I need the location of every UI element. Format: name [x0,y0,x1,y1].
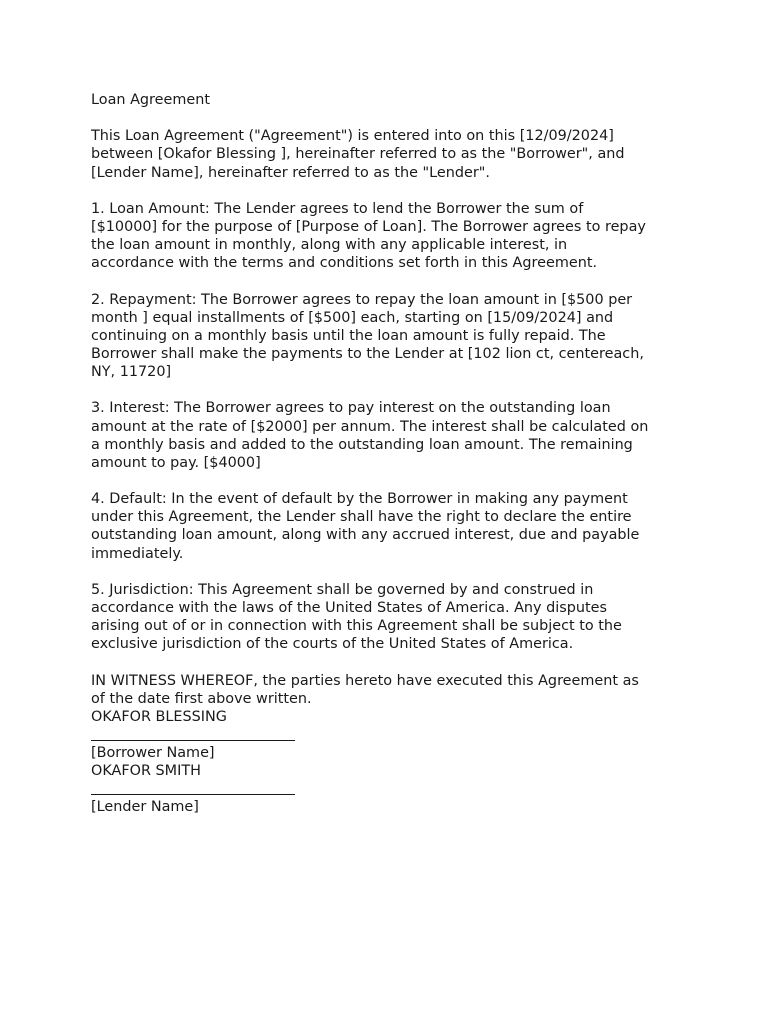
section-jurisdiction [91,581,691,654]
paragraph-gap [91,563,691,581]
paragraph-line: 1. Loan Amount: The Lender agrees to lend the Borrower the sum of [91,200,584,217]
borrower-name-caption: [Borrower Name] [91,745,215,762]
paragraph-line: [Lender Name], hereinafter referred to as the "Lender". [91,164,490,181]
borrower-signature-block [91,708,691,762]
borrower-signature-line [91,726,295,744]
paragraph-line: continuing on a monthly basis until the loan amount is fully repaid. The [91,327,606,344]
paragraph-line: amount to pay. [$4000] [91,454,261,471]
section-repayment [91,291,691,382]
paragraph-line: [$10000] for the purpose of [Purpose of Loan]. The Borrower agrees to repay [91,218,646,235]
lender-name-caption: [Lender Name] [91,799,199,816]
paragraph-line: accordance with the terms and conditions set forth in this Agreement. [91,255,598,272]
lender-signature-line [91,780,295,798]
section-interest [91,399,691,472]
loan-agreement-document [91,91,691,817]
paragraph-line: outstanding loan amount, along with any accrued interest, due and payable [91,527,640,544]
paragraph-gap [91,381,691,399]
paragraph-line: accordance with the laws of the United States of America. Any disputes [91,599,608,616]
paragraph-line: month ] equal installments of [$500] each, starting on [15/09/2024] and [91,309,614,326]
paragraph-line: between [Okafor Blessing ], hereinafter referred to as the "Borrower", and [91,146,625,163]
paragraph-line: exclusive jurisdiction of the courts of the United States of America. [91,636,574,653]
paragraph-line: immediately. [91,545,184,562]
paragraph-line: arising out of or in connection with this Agreement shall be subject to the [91,618,622,635]
paragraph-line: Borrower shall make the payments to the Lender at [102 lion ct, centereach, [91,345,644,362]
paragraph-line: 2. Repayment: The Borrower agrees to repay the loan amount in [$500 per [91,291,633,308]
document-title: Loan Agreement [91,92,211,108]
intro-paragraph [91,127,691,181]
section-loan-amount [91,200,691,273]
paragraph-gap [91,272,691,290]
paragraph-gap [91,182,691,200]
paragraph-line: NY, 11720] [91,364,172,381]
paragraph-gap [91,653,691,671]
lender-signed-name: OKAFOR SMITH [91,763,201,780]
paragraph-line: 4. Default: In the event of default by the Borrower in making any payment [91,491,628,508]
paragraph-line: the loan amount in monthly, along with any applicable interest, in [91,237,568,254]
paragraph-gap [91,472,691,490]
paragraph-line: a monthly basis and added to the outstanding loan amount. The remaining [91,436,633,453]
paragraph-line: under this Agreement, the Lender shall have the right to declare the entire [91,509,632,526]
witness-paragraph [91,672,691,708]
paragraph-line: amount at the rate of [$2000] per annum. The interest shall be calculated on [91,418,649,435]
paragraph-line: This Loan Agreement ("Agreement") is entered into on this [12/09/2024] [91,128,614,145]
paragraph-line: 5. Jurisdiction: This Agreement shall be governed by and construed in [91,581,594,598]
section-default [91,490,691,563]
paragraph-line: 3. Interest: The Borrower agrees to pay interest on the outstanding loan [91,400,611,417]
lender-signature-block [91,762,691,816]
paragraph-line: of the date first above written. [91,690,312,707]
paragraph-line: IN WITNESS WHEREOF, the parties hereto have executed this Agreement as [91,672,639,689]
borrower-signed-name: OKAFOR BLESSING [91,708,227,725]
paragraph-gap [91,109,691,127]
